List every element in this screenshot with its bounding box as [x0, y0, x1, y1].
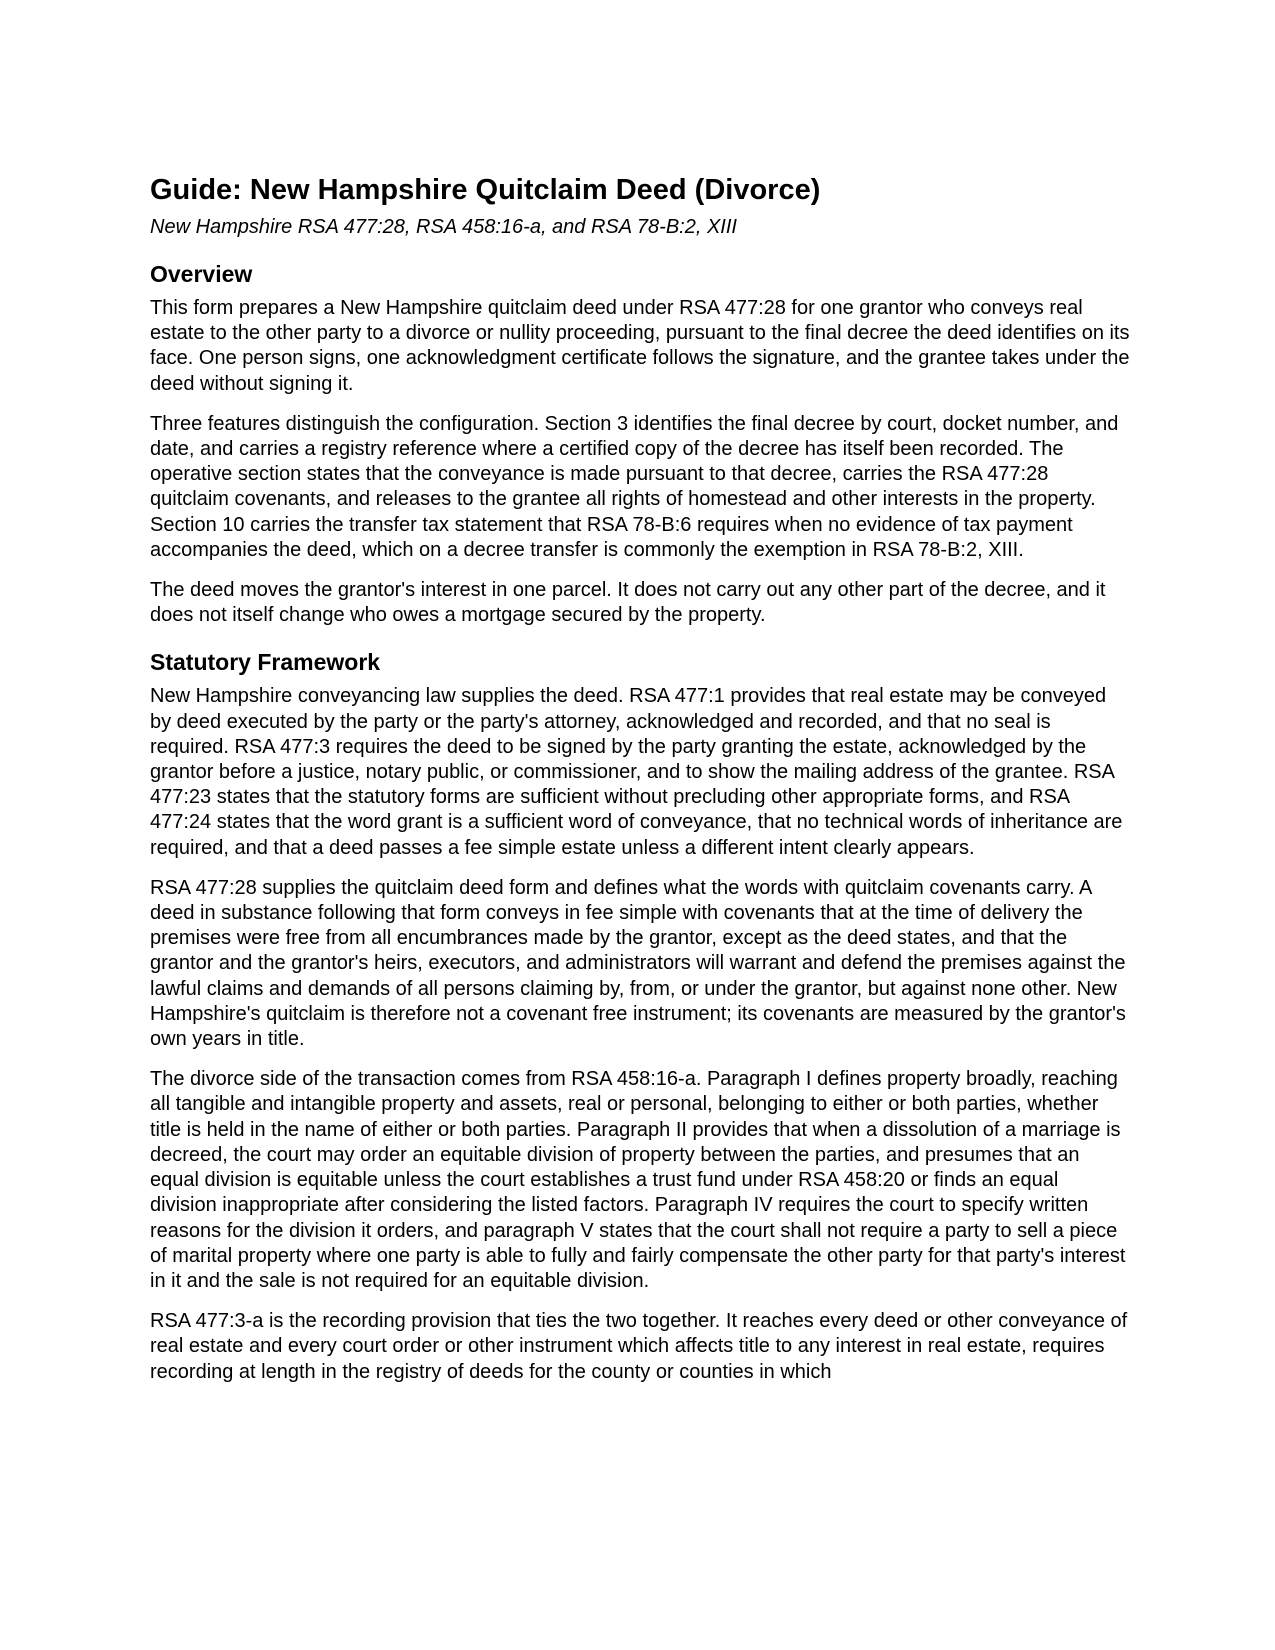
paragraph: This form prepares a New Hampshire quitclaim deed under RSA 477:28 for one grantor who conveys real estate to the other party to a divorce or nullity proceeding, pursuant to the final decree the deed identifies on its face. One person signs, one acknowledgment certificate follows the signature, and the grantee takes under the deed without signing it. [150, 297, 1130, 395]
section-heading: Overview [150, 261, 253, 287]
paragraph: The divorce side of the transaction comes from RSA 458:16-a. Paragraph I defines property broadly, reaching all tangible and intangible property and assets, real or personal, belonging to either or both parties, whether title is held in the name of either or both parties. Paragraph II provides that when a dissolution of a marriage is decreed, the court may order an equitable division of property between the parties, and presumes that an equal division is equitable unless the court establishes a trust fund under RSA 458:20 or finds an equal division inappropriate after considering the listed factors. Paragraph IV requires the court to specify written reasons for the division it orders, and paragraph V states that the court shall not require a party to sell a piece of marital property where one party is able to fully and fairly compensate the other party for that party's interest in it and the sale is not required for an equitable division. [150, 1068, 1126, 1292]
document-title: Guide: New Hampshire Quitclaim Deed (Divorce) [150, 174, 821, 206]
section-heading: Statutory Framework [150, 649, 381, 676]
paragraph: RSA 477:28 supplies the quitclaim deed form and defines what the words with quitclaim covenants carry. A deed in substance following that form conveys in fee simple with covenants that at the time of delivery the premises were free from all encumbrances made by the grantor, except as the deed states, and that the grantor and the grantor's heirs, executors, and administrators will warrant and defend the premises against the lawful claims and demands of all persons claiming by, from, or under the grantor, but against none other. New Hampshire's quitclaim is therefore not a covenant free instrument; its covenants are measured by the grantor's own years in title. [150, 876, 1126, 1051]
document-page [150, 172, 1130, 1405]
section-overview [150, 260, 1130, 628]
paragraph: RSA 477:3-a is the recording provision that ties the two together. It reaches every deed or other conveyance of real estate and every court order or other instrument which affects title to any interest in real estate, requires recording at length in the registry of deeds for the county or counties in which [150, 1310, 1128, 1383]
paragraph: New Hampshire conveyancing law supplies the deed. RSA 477:1 provides that real estate may be conveyed by deed executed by the party or the party's attorney, acknowledged and recorded, and that no seal is required. RSA 477:3 requires the deed to be signed by the party granting the estate, acknowledged by the grantor before a justice, notary public, or commissioner, and to show the mailing address of the grantee. RSA 477:23 states that the statutory forms are sufficient without precluding other appropriate forms, and RSA 477:24 states that the word grant is a sufficient word of conveyance, that no technical words of inheritance are required, and that a deed passes a fee simple estate unless a different intent clearly appears. [150, 685, 1123, 859]
paragraph: Three features distinguish the configuration. Section 3 identifies the final decree by court, docket number, and date, and carries a registry reference where a certified copy of the decree has itself been recorded. The operative section states that the conveyance is made pursuant to that decree, carries the RSA 477:28 quitclaim covenants, and releases to the grantee all rights of homestead and other interests in the property. Section 10 carries the transfer tax statement that RSA 78-B:6 requires when no evidence of tax payment accompanies the deed, which on a decree transfer is commonly the exemption in RSA 78-B:2, XIII. [150, 412, 1119, 561]
section-statutory-framework [150, 648, 1130, 1384]
document-subtitle: New Hampshire RSA 477:28, RSA 458:16-a, and RSA 78-B:2, XIII [150, 216, 737, 238]
paragraph: The deed moves the grantor's interest in one parcel. It does not carry out any other part of the decree, and it does not itself change who owes a mortgage secured by the property. [150, 579, 1106, 627]
